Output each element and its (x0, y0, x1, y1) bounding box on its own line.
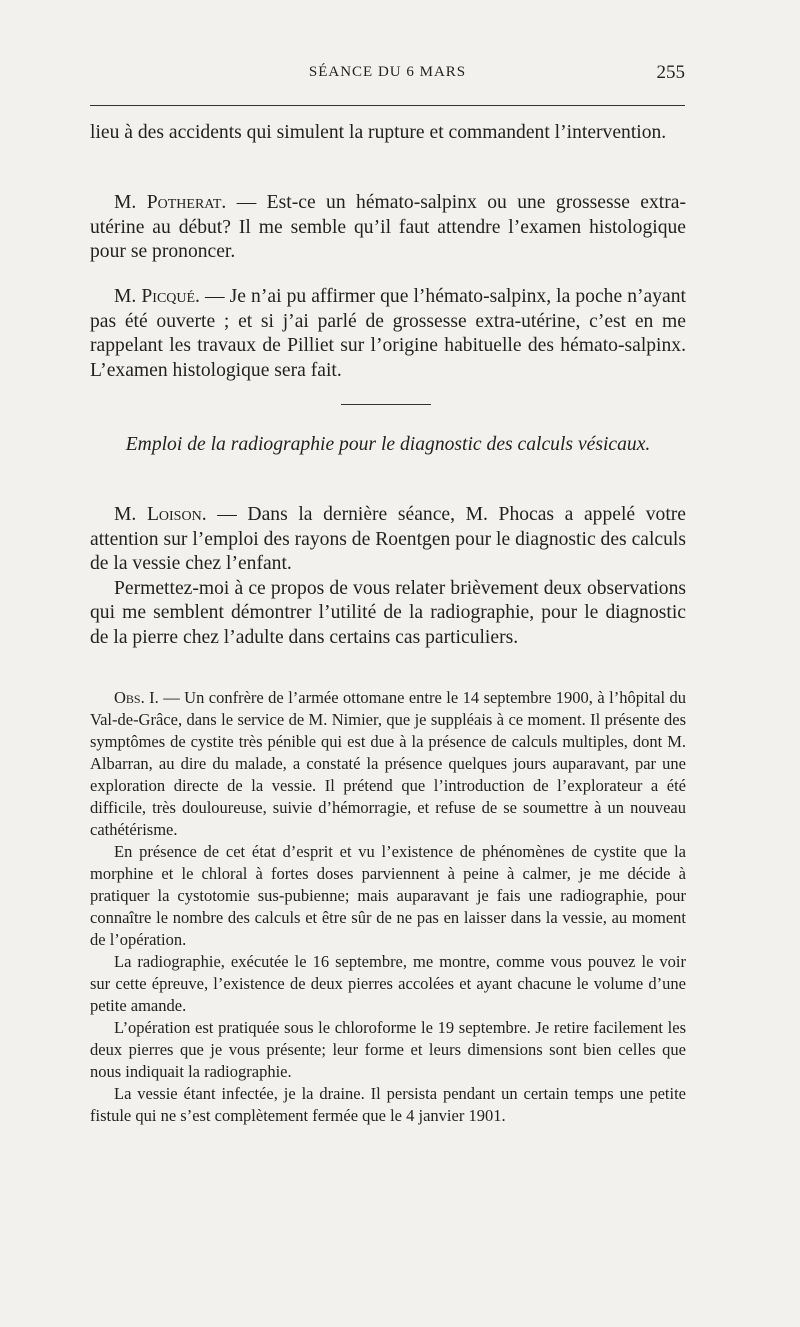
loison-text: — Dans la dernière séance, M. Phocas a appelé votre attention sur l’emploi des rayons de Roentgen pour le diagnostic des calculs de la vessie chez l’enfant. (90, 504, 686, 574)
observation-paragraph-3: La radiographie, exécutée le 16 septembre, me montre, comme vous pouvez le voir sur cette épreuve, l’existence de deux pierres accolées et ayant chacune le volume d’une petite amande. (90, 952, 686, 1015)
speaker-name: M. Potherat. (114, 192, 227, 213)
page-header (90, 62, 685, 92)
potherat-block (90, 191, 686, 265)
potherat-text: — Est-ce un hémato-salpinx ou une grossesse extra-utérine au début? Il me semble qu’il faut attendre l’examen histologique pour se prononcer. (90, 192, 686, 262)
loison-paragraph (90, 503, 686, 577)
picque-paragraph (90, 285, 686, 383)
observation-paragraph-5: La vessie étant infectée, je la draine. Il persista pendant un certain temps une petite fistule qui ne s’est complètement fermée que le 4 janvier 1901. (90, 1084, 686, 1125)
intro-paragraph: lieu à des accidents qui simulent la rupture et commandent l’intervention. (90, 122, 667, 143)
section-title: Emploi de la radiographie pour le diagnostic des calculs vésicaux. (125, 434, 651, 455)
observation-label: Obs. I. (114, 688, 159, 707)
running-title: SÉANCE DU 6 MARS (308, 64, 467, 80)
speaker-name: M. Picqué. (114, 286, 200, 307)
loison-paragraph-2: Permettez-moi à ce propos de vous relater brièvement deux observations qui me semblent démontrer l’utilité de la radiographie, pour le diagnostic de la pierre chez l’adulte dans certains cas particuliers. (90, 577, 686, 648)
observation-text-1: — Un confrère de l’armée ottomane entre le 14 septembre 1900, à l’hôpital du Val-de-Grâce, dans le service de M. Nimier, que je suppléais à ce moment. Il présente des symptômes de cystite très pénible qui est due à la présence de calculs multiples, dont M. Albarran, au dire du malade, a constaté la présence quelques jours auparavant, par une exploration directe de la vessie. Il prétend que l’introduction de l’explorateur a été difficile, très douloureuse, suivie d’hémorragie, et refuse de se soumettre à un nouveau cathétérisme. (90, 688, 686, 839)
observation-block (90, 687, 686, 1127)
speaker-name: M. Loison. (114, 504, 207, 525)
header-rule (90, 105, 685, 106)
page-number: 255 (656, 62, 685, 83)
intro-block (90, 121, 686, 146)
observation-paragraph-1 (90, 687, 686, 841)
picque-block (90, 285, 686, 383)
observation-paragraph-2: En présence de cet état d’esprit et vu l’existence de phénomènes de cystite que la morphine et le chloral à fortes doses parviennent à peine à calmer, je me décide à pratiquer la cystotomie sus-pubienne; mais auparavant je fais une radiographie, pour connaître le nombre des calculs et être sûr de ne pas en laisser dans la vessie, au moment de l’opération. (90, 842, 686, 949)
loison-block (90, 503, 686, 650)
observation-paragraph-4: L’opération est pratiquée sous le chloroforme le 19 septembre. Je retire facilement les deux pierres que je vous présente; leur forme et leurs dimensions sont bien celles que nous indiquait la radiographie. (90, 1018, 686, 1081)
section-divider (341, 404, 431, 405)
picque-text: — Je n’ai pu affirmer que l’hémato-salpinx, la poche n’ayant pas été ouverte ; et si j’ai parlé de grossesse extra-utérine, c’est en me rappelant les travaux de Pilliet sur l’origine habituelle des hémato-salpinx. L’examen histologique sera fait. (90, 286, 686, 381)
potherat-paragraph (90, 191, 686, 265)
